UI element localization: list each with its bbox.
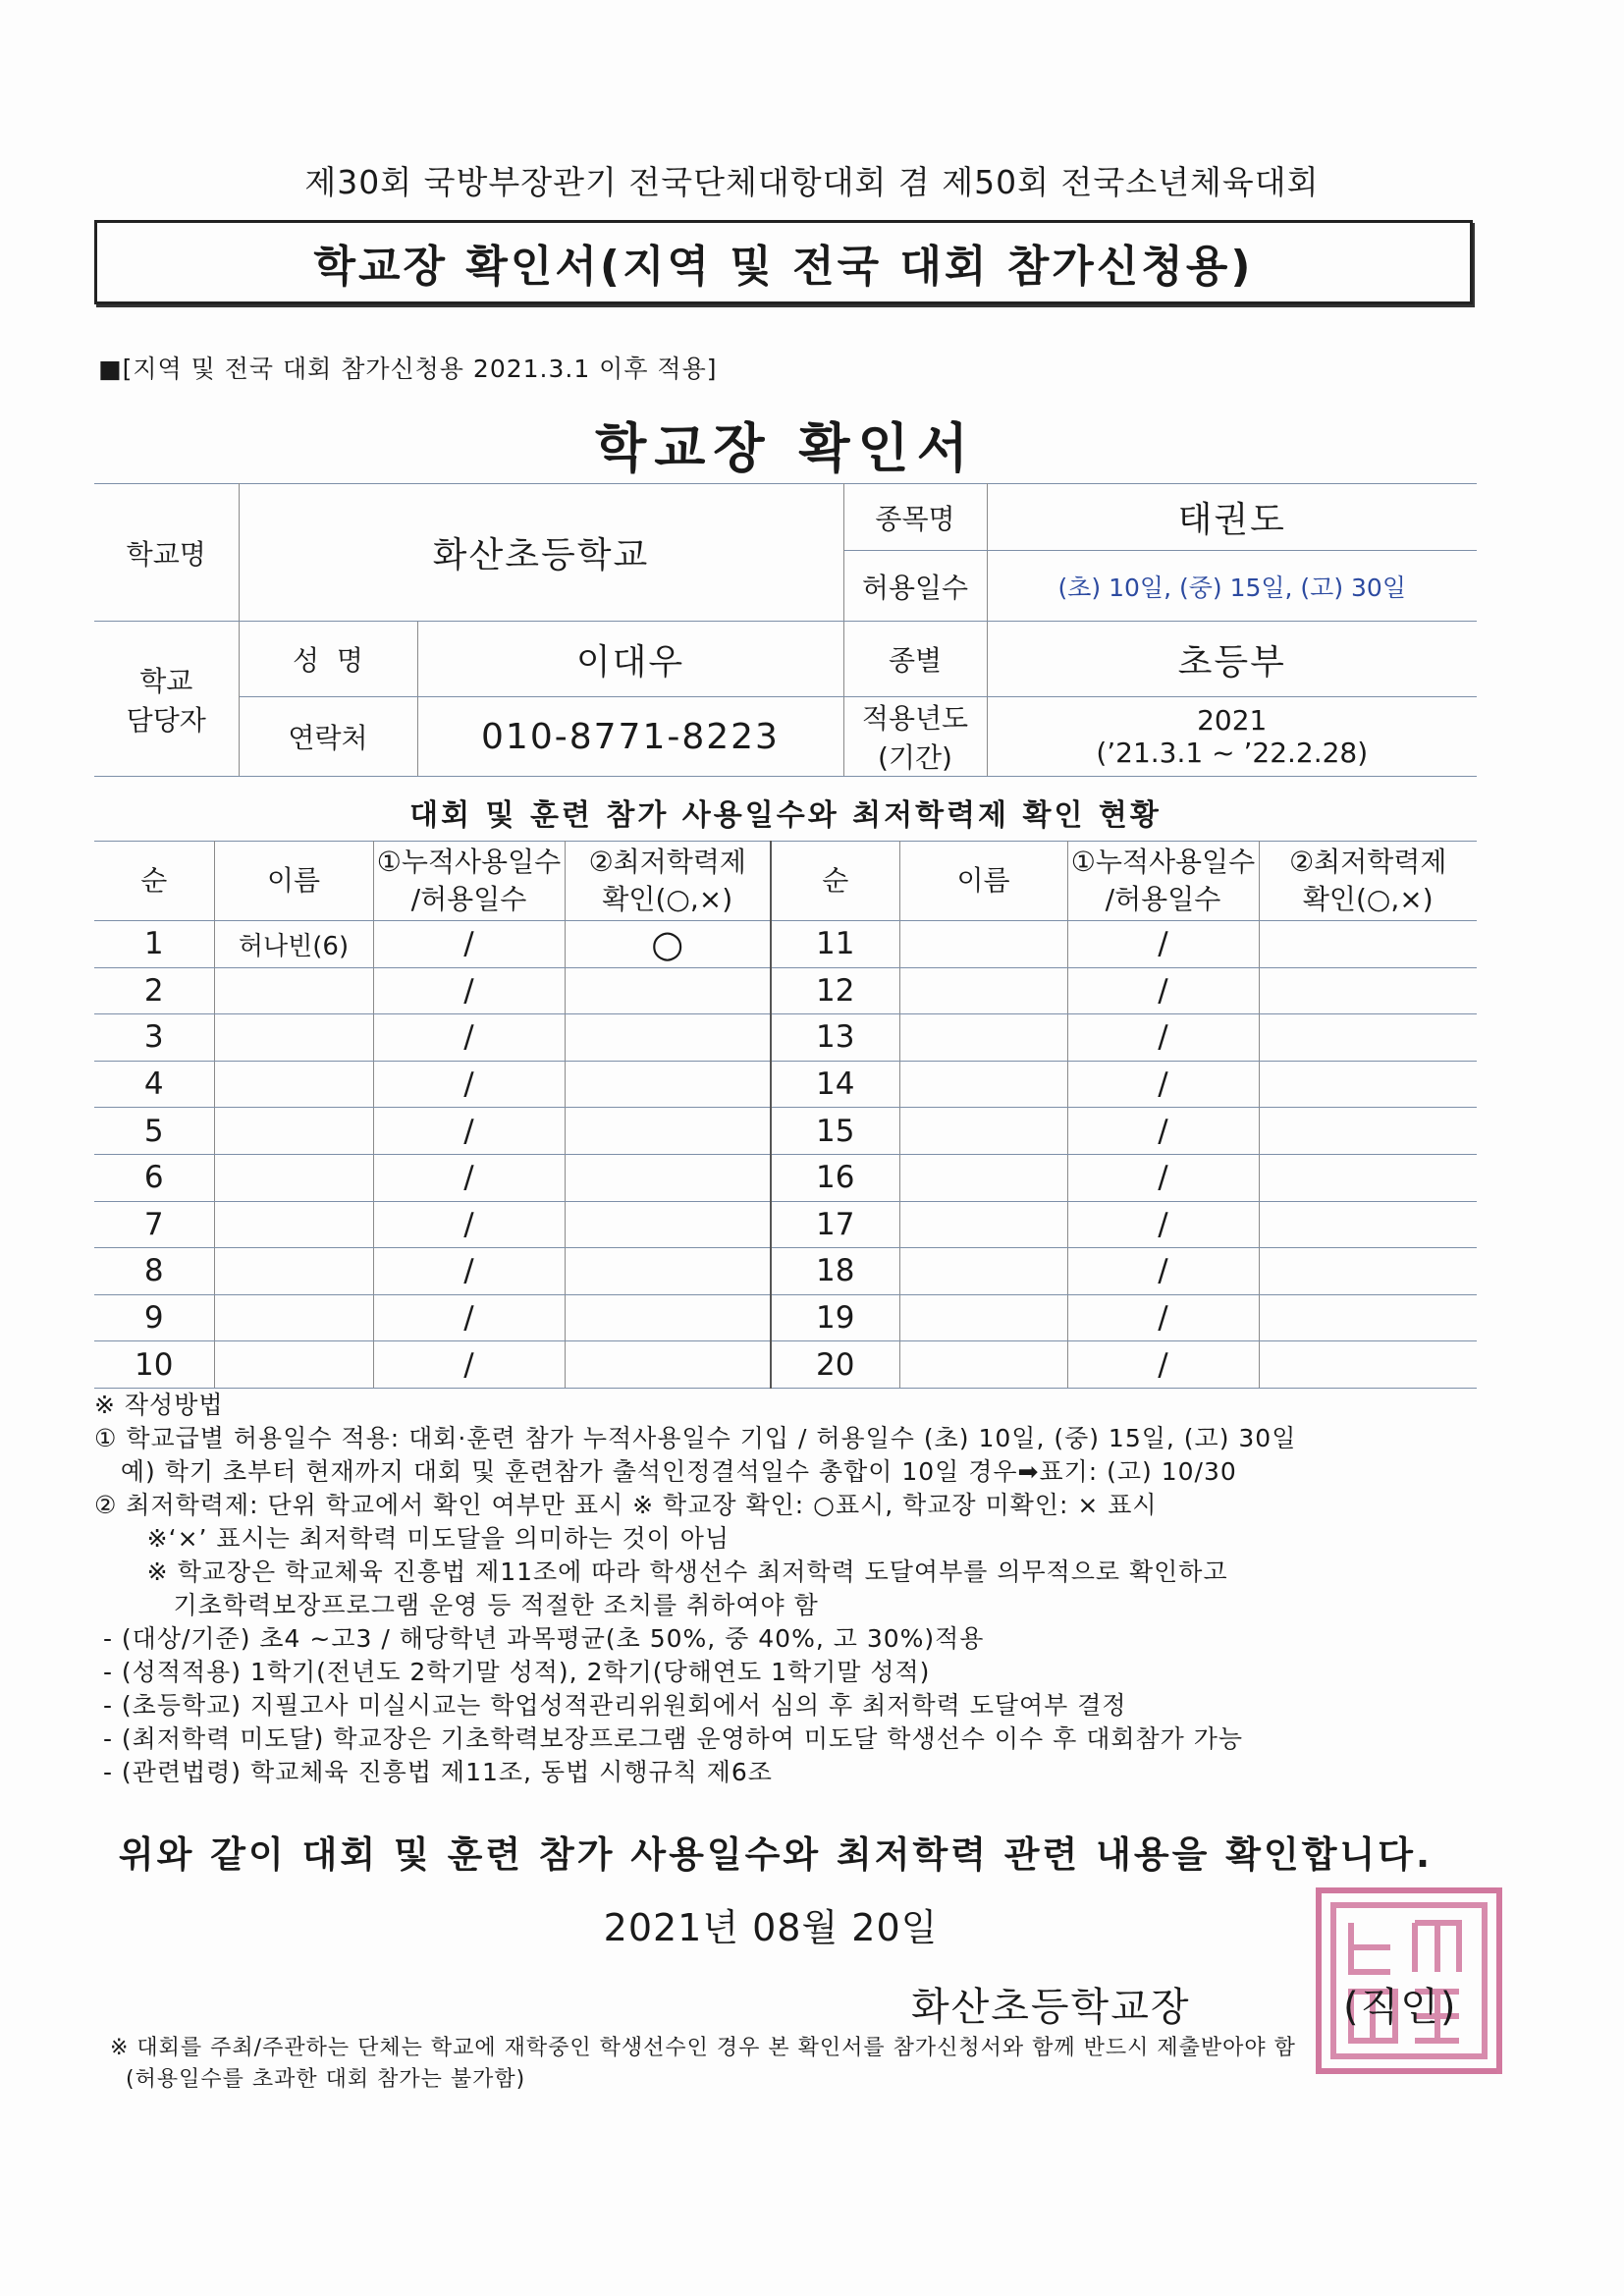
row-name (214, 967, 373, 1014)
table-row (94, 1061, 1477, 1108)
row-no: 13 (771, 1014, 899, 1062)
header-days-line2: /허용일수 (1105, 883, 1221, 915)
row-check (565, 1108, 771, 1155)
row-check (565, 967, 771, 1014)
name-label: 성 명 (239, 622, 417, 697)
row-check (565, 1341, 771, 1389)
row-check (1259, 1061, 1477, 1108)
header-days-line2: /허용일수 (410, 883, 527, 915)
row-no: 10 (94, 1341, 214, 1389)
row-days: / (1067, 921, 1259, 968)
instruction-line: ② 최저학력제: 단위 학교에서 확인 여부만 표시 ※ 학교장 확인: ○표시, 학교장 미확인: × 표시 (94, 1491, 1158, 1519)
row-name (899, 1154, 1067, 1201)
table-row (94, 1201, 1477, 1248)
row-days: / (373, 921, 565, 968)
row-no: 18 (771, 1248, 899, 1295)
year-value (987, 697, 1477, 777)
year-label-line2: (기간) (878, 741, 952, 774)
row-days: / (1067, 1154, 1259, 1201)
instruction-line: - (성적적용) 1학기(전년도 2학기말 성적), 2학기(당해연도 1학기말 성적) (94, 1658, 931, 1686)
participation-table (94, 841, 1477, 1389)
sport-value: 태권도 (987, 484, 1477, 551)
contact-label: 연락처 (239, 697, 417, 777)
row-check (565, 1061, 771, 1108)
row-name (214, 1154, 373, 1201)
row-no: 16 (771, 1154, 899, 1201)
row-days: / (1067, 1201, 1259, 1248)
row-days: / (1067, 1294, 1259, 1341)
header-name: 이름 (214, 842, 373, 921)
row-check (1259, 1014, 1477, 1062)
row-check (1259, 1248, 1477, 1295)
row-days: / (373, 1154, 565, 1201)
row-days: / (1067, 1248, 1259, 1295)
row-check (565, 1248, 771, 1295)
row-no: 20 (771, 1341, 899, 1389)
school-name-value: 화산초등학교 (239, 484, 843, 622)
row-days: / (1067, 1014, 1259, 1062)
staff-label-line1: 학교 (139, 664, 193, 697)
row-check (565, 1294, 771, 1341)
row-check (1259, 967, 1477, 1014)
category-value: 초등부 (987, 622, 1477, 697)
instruction-line: ※ 작성방법 (94, 1391, 224, 1419)
staff-label-line2: 담당자 (126, 703, 206, 737)
row-check (1259, 1201, 1477, 1248)
row-check (565, 1154, 771, 1201)
table-row (94, 1108, 1477, 1155)
row-name (899, 1014, 1067, 1062)
footnote-line: (허용일수를 초과한 대회 참가는 불가함) (110, 2067, 526, 2092)
header-check (565, 842, 771, 921)
header-days (373, 842, 565, 921)
seal-label: (직인) (1343, 1985, 1458, 2030)
sport-label: 종목명 (843, 484, 987, 551)
row-name (214, 1014, 373, 1062)
row-name (899, 1294, 1067, 1341)
row-days: / (373, 1014, 565, 1062)
row-no: 12 (771, 967, 899, 1014)
row-name (214, 1248, 373, 1295)
row-name (214, 1201, 373, 1248)
row-name (899, 1061, 1067, 1108)
row-name (899, 1108, 1067, 1155)
row-no: 2 (94, 967, 214, 1014)
row-name (214, 1061, 373, 1108)
instruction-line: ※‘×’ 표시는 최저학력 미도달을 의미하는 것이 아님 (94, 1524, 731, 1553)
header-check-line1: ②최저학력제 (588, 846, 746, 878)
row-no: 7 (94, 1201, 214, 1248)
row-days: / (373, 1341, 565, 1389)
row-name (899, 1248, 1067, 1295)
row-days: / (373, 967, 565, 1014)
row-no: 17 (771, 1201, 899, 1248)
principal-name: 화산초등학교장 (911, 1985, 1191, 2030)
row-check (565, 1201, 771, 1248)
header-check-line2: 확인(○,×) (1302, 883, 1434, 915)
row-check: ○ (565, 921, 771, 968)
instruction-line: 기초학력보장프로그램 운영 등 적절한 조치를 취하여야 함 (94, 1591, 819, 1619)
staff-name-value: 이대우 (417, 622, 843, 697)
row-days: / (373, 1201, 565, 1248)
row-days: / (373, 1248, 565, 1295)
row-no: 9 (94, 1294, 214, 1341)
issue-date: 2021년 08월 20일 (603, 1906, 939, 1949)
row-no: 1 (94, 921, 214, 968)
allowed-days-value: (초) 10일, (중) 15일, (고) 30일 (987, 551, 1477, 622)
row-days: / (1067, 1061, 1259, 1108)
header-days-line1: ①누적사용일수 (376, 846, 562, 878)
row-check (1259, 1154, 1477, 1201)
header-check-line1: ②최저학력제 (1289, 846, 1447, 878)
year-value-line1: 2021 (1197, 704, 1268, 737)
table-row (94, 1014, 1477, 1062)
table-row (94, 921, 1477, 968)
row-check (1259, 1294, 1477, 1341)
row-check (565, 1014, 771, 1062)
row-check (1259, 921, 1477, 968)
row-no: 19 (771, 1294, 899, 1341)
year-value-line2: (’21.3.1 ~ ’22.2.28) (1096, 737, 1369, 769)
school-info-table (94, 483, 1477, 777)
staff-label (94, 622, 239, 777)
row-name (899, 921, 1067, 968)
instruction-line: ① 학교급별 허용일수 적용: 대회·훈련 참가 누적사용일수 기입 / 허용일수 (초) 10일, (중) 15일, (고) 30일 (94, 1424, 1297, 1452)
row-no: 3 (94, 1014, 214, 1062)
row-name (899, 967, 1067, 1014)
allowed-days-label: 허용일수 (843, 551, 987, 622)
instruction-line: - (관련법령) 학교체육 진흥법 제11조, 동법 시행규칙 제6조 (94, 1758, 773, 1786)
header-check-line2: 확인(○,×) (602, 883, 733, 915)
event-title: 제30회 국방부장관기 전국단체대항대회 겸 제50회 전국소년체육대회 (304, 163, 1320, 201)
row-no: 11 (771, 921, 899, 968)
row-no: 5 (94, 1108, 214, 1155)
footnote-line: ※ 대회를 주최/주관하는 단체는 학교에 재학중인 학생선수인 경우 본 확인서를 참가신청서와 함께 반드시 제출받아야 함 (110, 2036, 1296, 2060)
header-days-line1: ①누적사용일수 (1070, 846, 1256, 878)
instruction-line: ※ 학교장은 학교체육 진흥법 제11조에 따라 학생선수 최저학력 도달여부를 의무적으로 확인하고 (94, 1558, 1228, 1586)
row-check (1259, 1108, 1477, 1155)
instruction-line: - (대상/기준) 초4 ~고3 / 해당학년 과목평균(초 50%, 중 40%, 고 30%)적용 (94, 1624, 985, 1653)
applicability-notice: ■[지역 및 전국 대회 참가신청용 2021.3.1 이후 적용] (98, 355, 718, 383)
confirmation-statement: 위와 같이 대회 및 훈련 참가 사용일수와 최저학력 관련 내용을 확인합니다. (118, 1833, 1434, 1876)
instruction-line: - (최저학력 미도달) 학교장은 기초학력보장프로그램 운영하여 미도달 학생선수 이수 후 대회참가 가능 (94, 1724, 1244, 1753)
instructions (94, 1389, 1489, 1789)
category-label: 종별 (843, 622, 987, 697)
header-check (1259, 842, 1477, 921)
row-no: 14 (771, 1061, 899, 1108)
instruction-line: 예) 학기 초부터 현재까지 대회 및 훈련참가 출석인정결석일수 총합이 10일 경우➡표기: (고) 10/30 (94, 1457, 1237, 1486)
document-box-title: 학교장 확인서(지역 및 전국 대회 참가신청용) (94, 220, 1473, 304)
row-days: / (373, 1294, 565, 1341)
row-name (899, 1201, 1067, 1248)
row-no: 8 (94, 1248, 214, 1295)
table-row (94, 1294, 1477, 1341)
table-row (94, 1154, 1477, 1201)
row-days: / (373, 1061, 565, 1108)
table-row (94, 1248, 1477, 1295)
header-no: 순 (94, 842, 214, 921)
contact-value: 010-8771-8223 (417, 697, 843, 777)
row-name (899, 1341, 1067, 1389)
page-title: 학교장 확인서 (595, 417, 976, 479)
row-no: 4 (94, 1061, 214, 1108)
row-no: 15 (771, 1108, 899, 1155)
row-days: / (1067, 1341, 1259, 1389)
row-check (1259, 1341, 1477, 1389)
instruction-line: - (초등학교) 지필고사 미실시교는 학업성적관리위원회에서 심의 후 최저학력 도달여부 결정 (94, 1691, 1127, 1720)
row-name: 허나빈(6) (214, 921, 373, 968)
table-row (94, 967, 1477, 1014)
row-name (214, 1294, 373, 1341)
year-label-line1: 적용년도 (861, 702, 969, 735)
school-name-label: 학교명 (94, 484, 239, 622)
row-name (214, 1341, 373, 1389)
footnote (110, 2033, 1296, 2096)
row-name (214, 1108, 373, 1155)
header-no: 순 (771, 842, 899, 921)
table-row (94, 1341, 1477, 1389)
header-name: 이름 (899, 842, 1067, 921)
row-days: / (1067, 1108, 1259, 1155)
status-section-title: 대회 및 훈련 참가 사용일수와 최저학력제 확인 현황 (409, 798, 1162, 833)
header-days (1067, 842, 1259, 921)
row-days: / (1067, 967, 1259, 1014)
year-label (843, 697, 987, 777)
row-no: 6 (94, 1154, 214, 1201)
row-days: / (373, 1108, 565, 1155)
